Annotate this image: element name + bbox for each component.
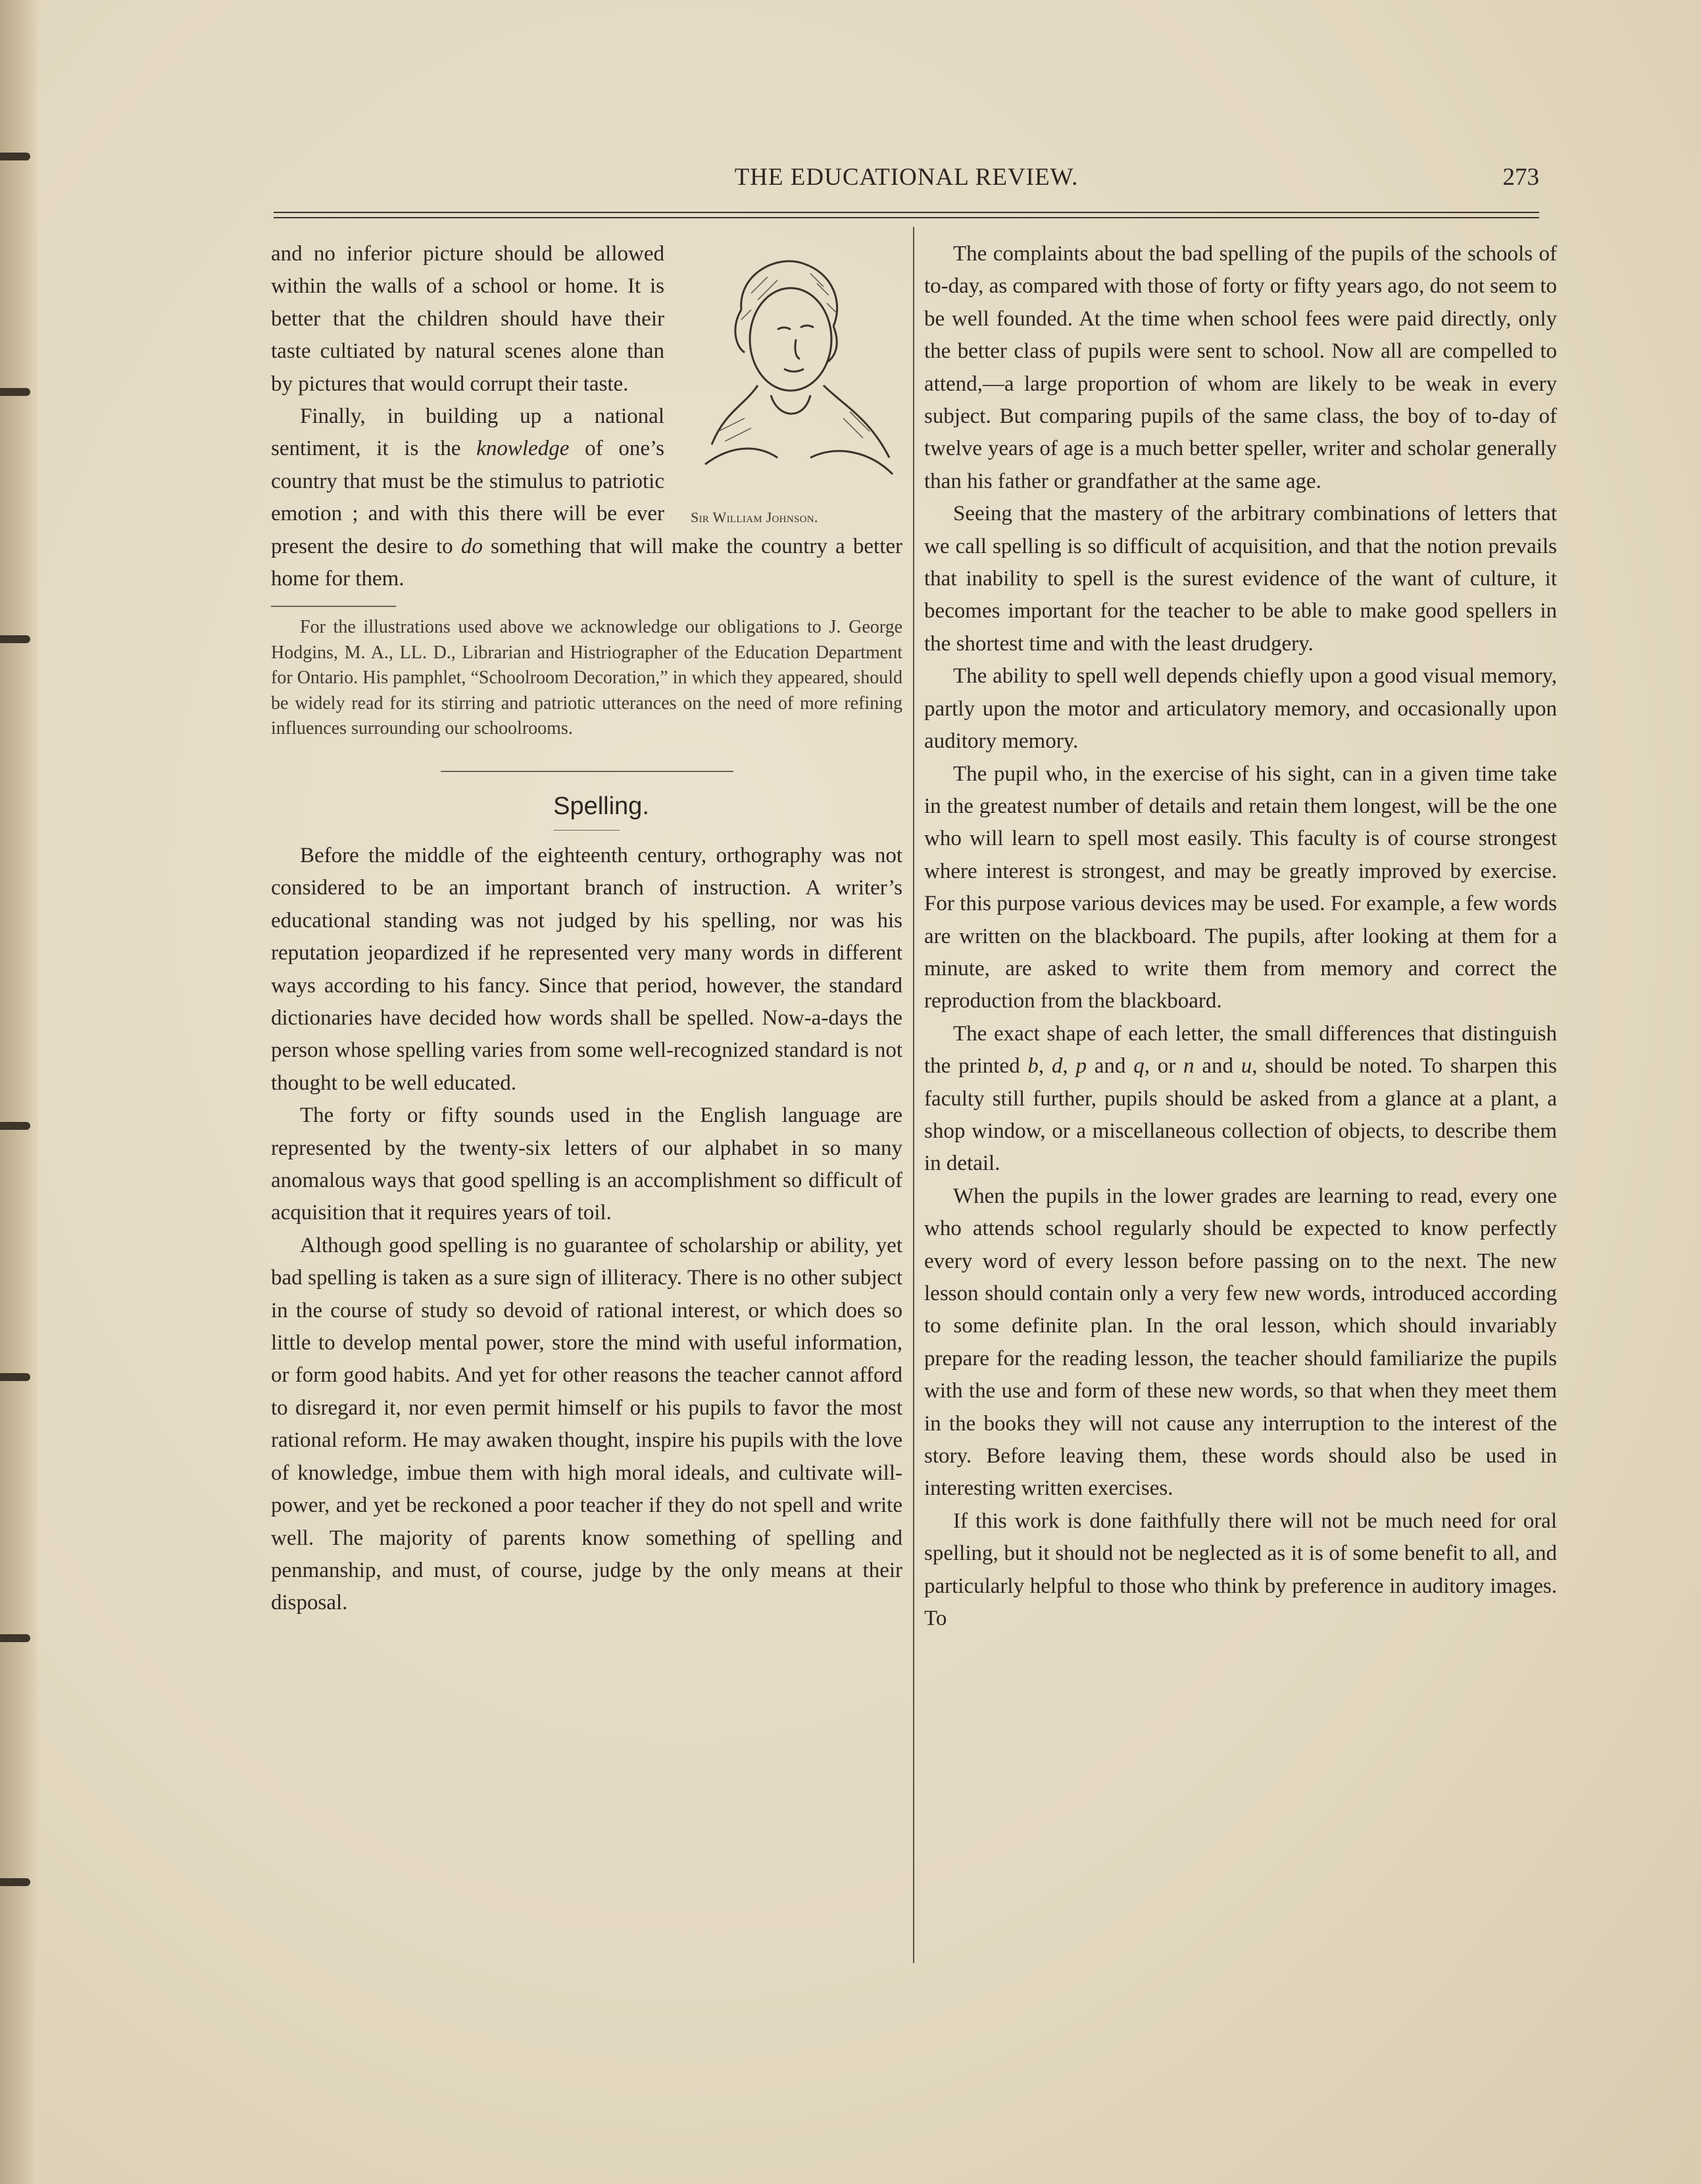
italic-letter: d bbox=[1051, 1054, 1063, 1079]
paragraph: If this work is done faithfully there will not be much need for oral spelling, but it should not be neglected as it is of some benefit to all, and particularly helpful to those who think by preference in auditory images. To bbox=[924, 1509, 1557, 1631]
text-run: of one’s country that must be the stimulus to patriotic emotion ; and with this there will be ever present the desire to bbox=[271, 437, 664, 558]
italic-letter: n bbox=[1183, 1054, 1195, 1079]
paragraph: Before the middle of the eighteenth century, orthography was not considered to be an important branch of instruction. A writer’s educational standing was not judged by his spelling, nor was his reputation jeopardized if he represented very many words in different ways according to his fancy. Since that period, however, the standard dictionaries have decided how words shall be spelled. Now-a-days the person whose spelling varies from some well-recognized standard is not thought to be well educated. bbox=[271, 843, 902, 1095]
section-rule bbox=[441, 771, 733, 772]
header-double-rule bbox=[274, 212, 1539, 218]
section-heading: Spelling. bbox=[553, 792, 649, 820]
text-run: and bbox=[1194, 1054, 1241, 1079]
footnote: For the illustrations used above we acknowledge our obligations to J. George Hodgins, M. A., LL. D., Librarian and Histriographer of the Education Department for Ontario. His pamphlet, “Schoolroom Decoration,” in which they appeared, should be widely read for its stirring and patriotic utterances on the need of more refining influences surrounding our schoolrooms. bbox=[271, 617, 902, 739]
paragraph: and no inferior picture should be allowed within the walls of a school or home. It is better that the children should have their taste cultiated by natural scenes alone than by pictures that would corrupt their taste. bbox=[271, 242, 664, 396]
journal-title: THE EDUCATIONAL REVIEW. bbox=[734, 164, 1079, 191]
binding-stitch bbox=[0, 1373, 30, 1381]
text-run: and bbox=[1086, 1054, 1134, 1079]
paragraph: Although good spelling is no guarantee of scholarship or ability, yet bad spelling is taken as a sure sign of illiteracy. There is no other subject in the course of study so devoid of rational interest, or which does so little to develop mental power, store the mind with useful information, or form good habits. And yet for other reasons the teacher cannot afford to disregard it, nor even permit himself or his pupils to favor the most rational reform. He may awaken thought, inspire his pupils with the love of knowledge, imbue them with high moral ideals, and cultivate will-power, and yet be reckoned a poor teacher if they do not spell and write well. The majority of parents know something of spelling and penmanship, and must, of course, judge by the only means at their disposal. bbox=[271, 1233, 902, 1615]
text-run: , bbox=[1062, 1054, 1076, 1079]
book-binding-edge bbox=[0, 0, 38, 2184]
page-number: 273 bbox=[1502, 164, 1539, 191]
binding-stitch bbox=[0, 153, 30, 160]
paragraph: Seeing that the mastery of the arbitrary combinations of letters that we call spelling is so difficult of acquisition, and that the notion prevails that inability to spell is the surest evidence of the want of culture, it becomes important for the teacher to be able to make good spellers in the shortest time and with the least drudgery. bbox=[924, 502, 1557, 656]
italic-letter: p bbox=[1075, 1054, 1087, 1079]
text-run: The exact shape of each letter, the small differences that distinguish the printed bbox=[924, 1021, 1557, 1079]
paragraph: The complaints about the bad spelling of the pupils of the schools of to-day, as compared with those of forty or fifty years ago, do not seem to be well founded. At the time when school fees were paid directly, only the better class of pupils were sent to school. Now all are compelled to attend,—a large proportion of whom are likely to be weak in every subject. But comparing pupils of the same class, the boy of to-day of twelve years of age is a much better speller, writer and scholar generally than his father or grandfather at the same age. bbox=[924, 242, 1557, 493]
binding-stitch bbox=[0, 1634, 30, 1642]
portrait-illustration bbox=[679, 247, 902, 527]
binding-stitch bbox=[0, 1878, 30, 1886]
italic-word: do bbox=[460, 534, 483, 558]
heading-rule bbox=[554, 830, 620, 831]
right-column bbox=[924, 238, 1557, 1635]
italic-letter: u bbox=[1241, 1054, 1252, 1079]
italic-word: knowledge bbox=[476, 437, 570, 461]
paragraph bbox=[924, 1018, 1557, 1180]
text-run: , or bbox=[1144, 1054, 1184, 1079]
binding-stitch bbox=[0, 1122, 30, 1130]
left-column bbox=[271, 238, 902, 1620]
italic-letter: b bbox=[1027, 1054, 1039, 1079]
italic-letter: q bbox=[1133, 1054, 1145, 1079]
portrait-caption: Sir William Johnson. bbox=[691, 509, 818, 525]
paragraph: When the pupils in the lower grades are learning to read, every one who attends school regularly should be expected to know perfectly every word of every lesson before passing on to the next. The new lesson should contain only a very few new words, introduced according to some definite plan. In the oral lesson, which should invariably prepare for the reading lesson, the teacher should familiarize the pupils with the use and form of these new words, so that when they meet them in the books they will not cause any interruption to the interest of the story. Before leaving them, these words should also be used in interesting written exercises. bbox=[924, 1184, 1557, 1501]
text-run: something that will make the country a better home for them. bbox=[271, 534, 902, 591]
paragraph: The ability to spell well depends chiefly upon a good visual memory, partly upon the motor and articulatory memory, and occasionally upon auditory memory. bbox=[924, 664, 1557, 754]
text-run: , should be noted. To sharpen this faculty still further, pupils should be asked from a glance at a plant, a shop window, or a miscellaneous collection of objects, to describe them in detail. bbox=[924, 1054, 1558, 1176]
text-run: , bbox=[1038, 1054, 1052, 1079]
binding-stitch bbox=[0, 635, 30, 643]
column-divider bbox=[913, 227, 914, 1963]
text-run: Finally, in building up a national sentiment, it is the bbox=[271, 404, 664, 461]
footnote-rule bbox=[271, 606, 396, 607]
portrait-engraving bbox=[679, 247, 902, 507]
paragraph: The forty or fifty sounds used in the English language are represented by the twenty-six letters of our alphabet in so many anomalous ways that good spelling is an accomplishment so difficult of acquisition that it requires years of toil. bbox=[271, 1104, 902, 1225]
running-header bbox=[274, 163, 1539, 203]
paragraph: The pupil who, in the exercise of his sight, can in a given time take in the greatest number of details and retain them longest, will be the one who will learn to spell most easily. This faculty is of course strongest where interest is strongest, and may be greatly improved by exercise. For this purpose various devices may be used. For example, a few words are written on the blackboard. The pupils, after looking at them for a minute, are asked to write them from memory and correct the reproduction from the blackboard. bbox=[924, 762, 1557, 1013]
binding-stitch bbox=[0, 388, 30, 396]
